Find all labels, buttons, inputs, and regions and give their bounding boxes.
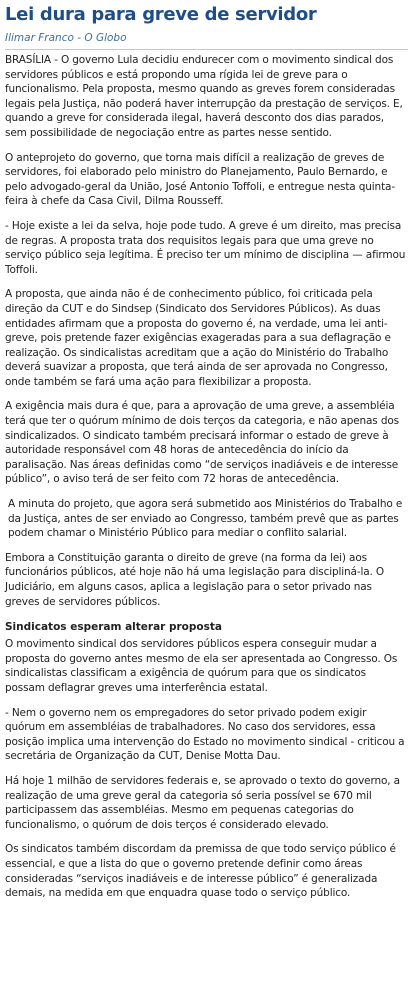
article-paragraph: O movimento sindical dos servidores públicos espera conseguir mudar a proposta do governo antes mesmo de ela ser apresentada ao Congresso. Os sindicalistas classificam a exigência de quórum para que os sindicatos possam deflagrar greves uma interferência estatal. <box>5 638 398 694</box>
article-paragraph: - Nem o governo nem os empregadores do setor privado podem exigir quórum em assembléias de trabalhadores. No caso dos servidores, essa posição implica uma intervenção do Estado no movimento sindical - criticou a secretária de Organização da CUT, Denise Motta Dau. <box>5 706 405 763</box>
article-byline[interactable]: Ilimar Franco - O Globo <box>5 32 127 44</box>
article-paragraph: A minuta do projeto, que agora será submetido aos Ministérios do Trabalho e da Justiça, antes de ser enviado ao Congresso, também prevê que as partes podem chamar o Ministério Público para mediar o conflito salarial. <box>8 498 403 540</box>
article-paragraph: Há hoje 1 milhão de servidores federais e, se aprovado o texto do governo, a realização de uma greve geral da categoria só seria possível se 670 mil participassem das assembléias. Mesmo em pequenas categorias do funcionalismo, o quórum de dois terços é considerado elevado. <box>5 774 400 831</box>
article-paragraph: BRASÍLIA - O governo Lula decidiu endurecer com o movimento sindical dos servidores públicos e está propondo uma rígida lei de greve para o funcionalismo. Pela proposta, mesmo quando as greves forem consideradas legais pela Justiça, não poderá haver interrupção da prestação de serviços. E, quando a greve for considerada ilegal, haverá desconto dos dias parados, sem possibilidade de negociação entre as partes nesse sentido. <box>5 54 403 139</box>
article-title: Lei dura para greve de servidor <box>5 4 317 25</box>
article-paragraph: - Hoje existe a lei da selva, hoje pode tudo. A greve é um direito, mas precisa de regras. A proposta trata dos requisitos legais para que uma greve no serviço público seja legítima. É preciso ter um mínimo de disciplina — afirmou Toffoli. <box>5 219 406 276</box>
title-divider <box>5 49 408 50</box>
section-subheading: Sindicatos esperam alterar proposta <box>5 621 222 634</box>
article-paragraph: A proposta, que ainda não é de conhecimento público, foi criticada pela direção da CUT e do Sindsep (Sindicato dos Servidores Públicos). As duas entidades afirmam que a proposta do governo é, na verdade, uma lei anti-greve, pois pretende fazer exigências exageradas para a sua deflagração e realização. Os sindicalistas acreditam que a ação do Ministério do Trabalho deverá suavizar a proposta, que terá ainda de ser aprovada no Congresso, onde também se fará uma ação para flexibilizar a proposta. <box>5 288 391 388</box>
article-paragraph: O anteprojeto do governo, que torna mais difícil a realização de greves de servidores, foi elaborado pelo ministro do Planejamento, Paulo Bernardo, e pelo advogado-geral da União, José Antonio Toffoli, e entregue nesta quinta-feira à chefe da Casa Civil, Dilma Rousseff. <box>5 151 395 208</box>
article-paragraph: Os sindicatos também discordam da premissa de que todo serviço público é essencial, e que a lista do que o governo pretende definir como áreas consideradas “serviços inadiáveis e de interesse público” é generalizada demais, na medida em que enquadra quase todo o serviço público. <box>5 843 396 900</box>
article-paragraph: Embora a Constituição garanta o direito de greve (na forma da lei) aos funcionários públicos, até hoje não há uma legislação para discipliná-la. O Judiciário, em alguns casos, aplica a legislação para o setor privado nas greves de servidores públicos. <box>5 551 385 608</box>
article-paragraph: A exigência mais dura é que, para a aprovação de uma greve, a assembléia terá que ter o quórum mínimo de dois terços da categoria, e não apenas dos sindicalizados. O sindicato também precisará informar o estado de greve à autoridade responsável com 48 horas de antecedência do início da paralisação. Nas áreas definidas como “de serviços inadiáveis e de interesse público”, o aviso terá de ser feito com 72 horas de antecedência. <box>5 400 399 486</box>
